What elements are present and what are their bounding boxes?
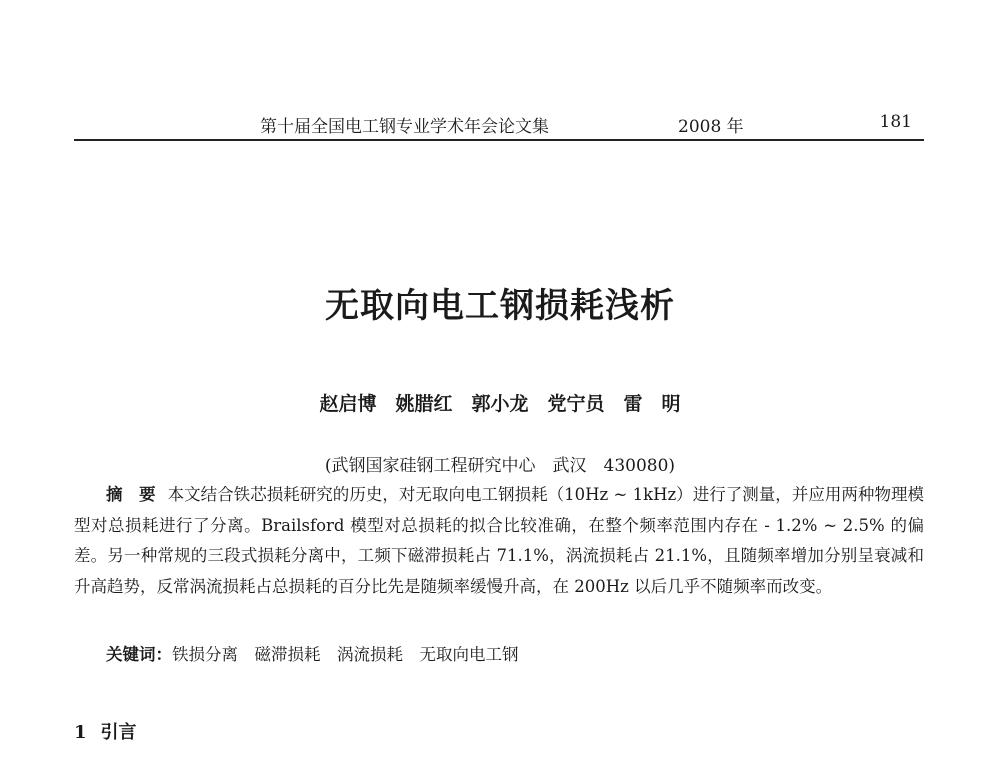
abstract <box>74 480 924 602</box>
keywords-label: 关键词： <box>106 645 172 664</box>
paper-title: 无取向电工钢损耗浅析 <box>325 286 675 326</box>
header-rule <box>74 139 924 141</box>
author-list: 赵启博 姚腊红 郭小龙 党宁员 雷 明 <box>319 393 681 415</box>
abstract-text: 本文结合铁芯损耗研究的历史，对无取向电工钢损耗（10Hz ~ 1kHz）进行了测量，并应用两种物理模型对总损耗进行了分离。Brailsford 模型对总损耗的拟合比较准确，在整个频率范围内存在 - 1.2% ~ 2.5% 的偏差。另一种常规的三段式损耗分离中，工频下磁滞损耗占 71.1%，涡流损耗占 21.1%，且随频率增加分别呈衰减和升高趋势，反常涡流损耗占总损耗的百分比先是随频率缓慢升高，在 200Hz 以后几乎不随频率而改变。 <box>74 485 924 596</box>
abstract-label: 摘 要 <box>106 485 156 504</box>
keywords <box>106 641 924 665</box>
publication-year: 2008 年 <box>678 117 744 137</box>
keywords-text: 铁损分离 磁滞损耗 涡流损耗 无取向电工钢 <box>172 645 519 664</box>
journal-title: 第十届全国电工钢专业学术年会论文集 <box>260 117 549 137</box>
section-heading <box>74 718 137 744</box>
affiliation: (武钢国家硅钢工程研究中心 武汉 430080) <box>324 456 676 476</box>
section-number: 1 <box>74 722 87 743</box>
page-number: 181 <box>879 112 912 132</box>
running-header <box>74 112 922 136</box>
section-title: 引言 <box>100 722 137 743</box>
